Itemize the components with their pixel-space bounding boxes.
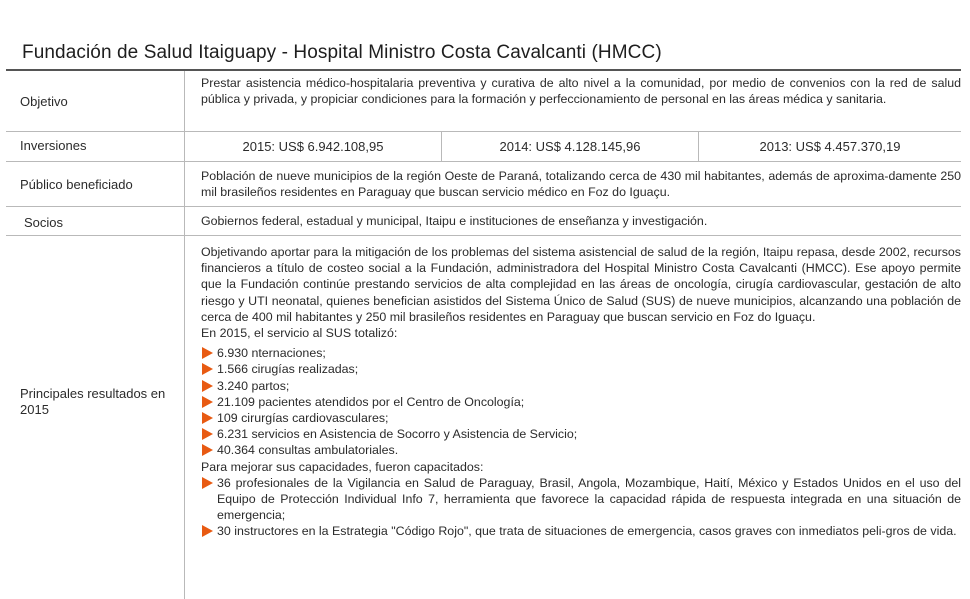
- row-socios: [6, 207, 961, 236]
- list-item: 6.930 nternaciones;: [201, 345, 961, 361]
- list-item: 30 instructores en la Estrategia "Código Rojo", que trata de situaciones de emergencia, casos graves con inmediatos peli-gros de vida.: [201, 523, 961, 539]
- list-item: 6.231 servicios en Asistencia de Socorro y Asistencia de Servicio;: [201, 426, 961, 442]
- triangle-bullet-icon: [202, 525, 213, 537]
- label-publico: Público beneficiado: [20, 177, 133, 192]
- text-publico: Población de nueve municipios de la región Oeste de Paraná, totalizando cerca de 430 mil habitantes, además de aproxima-damente 250 mil brasileños residentes en Paraguay que buscan servicio médico en Foz do Iguaçu.: [201, 169, 961, 200]
- row-publico: [6, 162, 961, 207]
- triangle-bullet-icon: [202, 380, 213, 392]
- triangle-bullet-icon: [202, 396, 213, 408]
- triangle-bullet-icon: [202, 428, 213, 440]
- investment-2013: 2013: US$ 4.457.370,19: [759, 139, 901, 154]
- row-objetivo: [6, 71, 961, 132]
- triangle-bullet-icon: [202, 347, 213, 359]
- page-title: Fundación de Salud Itaiguapy - Hospital Ministro Costa Cavalcanti (HMCC): [22, 42, 662, 63]
- row-resultados: [6, 236, 961, 598]
- sus-list: [201, 345, 961, 458]
- list-item: 40.364 consultas ambulatoriales.: [201, 442, 961, 458]
- capacity-heading: Para mejorar sus capacidades, fueron capacitados:: [201, 459, 484, 474]
- text-objetivo: Prestar asistencia médico-hospitalaria preventiva y curativa de alto nivel a la comunidad, por medio de convenios con la red de salud pública y privada, y propiciar condiciones para la formación y perfeccionamiento de personal en las áreas médica y sanitaria.: [201, 76, 961, 107]
- triangle-bullet-icon: [202, 412, 213, 424]
- list-item: 3.240 partos;: [201, 378, 961, 394]
- capacity-list: [201, 475, 961, 540]
- triangle-bullet-icon: [202, 363, 213, 375]
- results-body: [201, 244, 961, 540]
- text-socios: Gobiernos federal, estadual y municipal, Itaipu e instituciones de enseñanza y investigación.: [201, 214, 708, 228]
- results-intro: Objetivando aportar para la mitigación de los problemas del sistema asistencial de salud de la región, Itaipu repasa, desde 2002, recursos financieros a título de costeo social a la Fundación, administradora del Hospital Ministro Costa Cavalcanti (HMCC). Ese apoyo permite que la Fundación continúe prestando servicios de alta complejidad en las áreas de oncología, cirugía cardiovascular, gestación de alto riesgo y UTI neonatal, quienes benefician asistidos del Sistema Único de Salud (SUS) de nueve municipios, alcanzando una población de cerca de 400 mil habitantes y 250 mil brasileños residentes en Paraguay que buscan servicio en Foz do Iguaçu.: [201, 245, 961, 324]
- sus-heading: En 2015, el servicio al SUS totalizó:: [201, 326, 398, 341]
- label-inversiones: Inversiones: [20, 138, 87, 153]
- list-item: 1.566 cirugías realizadas;: [201, 361, 961, 377]
- label-objetivo: Objetivo: [20, 94, 68, 109]
- list-item: 21.109 pacientes atendidos por el Centro de Oncología;: [201, 394, 961, 410]
- row-inversiones: [6, 132, 961, 162]
- triangle-bullet-icon: [202, 444, 213, 456]
- investment-2014: 2014: US$ 4.128.145,96: [442, 132, 699, 161]
- list-item: 109 cirurgías cardiovasculares;: [201, 410, 961, 426]
- triangle-bullet-icon: [202, 477, 213, 489]
- investment-2015: 2015: US$ 6.942.108,95: [185, 132, 442, 161]
- label-resultados: Principales resultados en 2015: [20, 386, 166, 417]
- list-item: 36 profesionales de la Vigilancia en Salud de Paraguay, Brasil, Angola, Mozambique, Haití, México y Estados Unidos en el uso del Equipo de Protección Individual Info 7, herramienta que favorece la capacidad rápida de respuesta integrada en una situación de emergencia;: [201, 475, 961, 524]
- label-socios: Socios: [24, 215, 64, 230]
